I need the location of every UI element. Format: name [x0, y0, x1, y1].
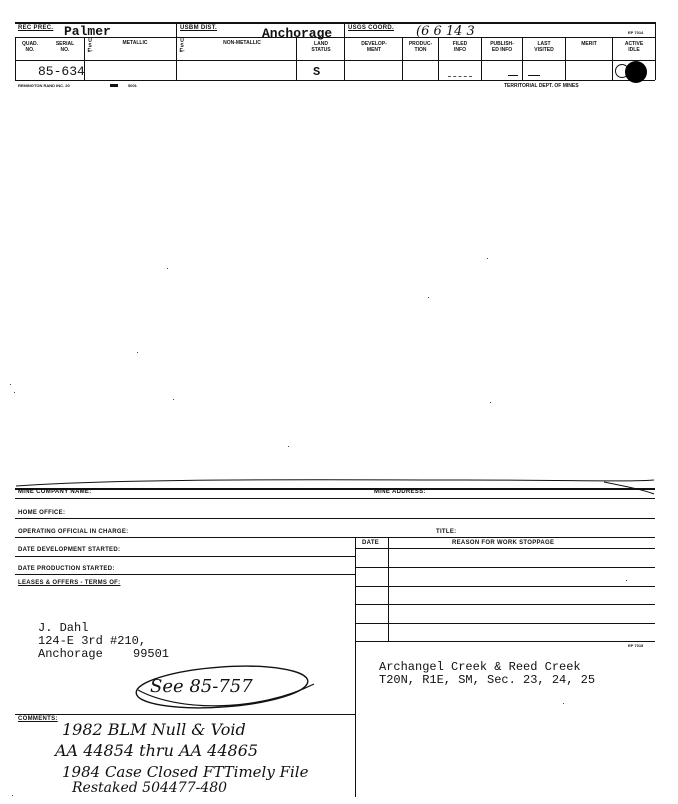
- reason-column-header: REASON FOR WORK STOPPAGE: [452, 540, 555, 546]
- scan-speck: [487, 258, 488, 259]
- title-label: TITLE:: [436, 529, 457, 535]
- col-last-visited: LAST VISITED: [534, 41, 554, 53]
- quad-serial-value: 85-634: [38, 64, 85, 79]
- rec-prec-value: Palmer: [64, 24, 111, 39]
- lower-top-edge: [14, 474, 656, 498]
- scan-speck: [626, 580, 627, 581]
- col-non-metallic: NON-METALLIC: [223, 40, 261, 46]
- comments-divider: [15, 714, 355, 715]
- col-merit: MERIT: [581, 41, 597, 47]
- scan-speck: [563, 703, 564, 704]
- comment-line-4: Restaked 504477-480: [72, 780, 228, 796]
- divider: [176, 22, 177, 80]
- row-divider: [15, 518, 655, 519]
- col-quad-no: QUAD. NO.: [21, 41, 39, 53]
- top-border: [15, 22, 655, 24]
- rec-prec-label: REC PREC.: [18, 25, 54, 31]
- lease-zip: 99501: [133, 647, 170, 661]
- usbm-dist-label: USBM DIST.: [180, 25, 218, 31]
- see-note-text: See 85-757: [150, 676, 253, 697]
- scan-speck: [428, 297, 429, 298]
- tally-mark: [448, 76, 472, 77]
- comment-line-3: 1984 Case Closed FTTimely File: [62, 763, 309, 781]
- form-number: EP 7014: [628, 30, 644, 35]
- comments-label: COMMENTS:: [18, 716, 58, 722]
- col-published-info: PUBLISH- ED INFO: [490, 41, 514, 53]
- col-metallic: METALLIC: [122, 40, 148, 46]
- usgs-coord-value: (6 6 14 3: [416, 24, 475, 39]
- col-use-1: U S E-: [87, 38, 93, 54]
- row-divider: [15, 537, 655, 538]
- scan-speck: [137, 352, 138, 353]
- lease-name: J. Dahl: [38, 621, 89, 635]
- scan-speck: [288, 446, 289, 447]
- row-divider: [15, 556, 355, 557]
- leases-offers-label: LEASES & OFFERS - TERMS OF:: [18, 580, 121, 586]
- usbm-dist-value: Anchorage: [262, 26, 333, 41]
- date-development-label: DATE DEVELOPMENT STARTED:: [18, 547, 121, 553]
- record-row-bottom: [15, 80, 655, 81]
- company-row-top: [15, 488, 655, 490]
- printer-label: REMINGTON RAND INC. 20: [18, 83, 70, 88]
- scan-speck: [14, 392, 15, 393]
- lease-city: Anchorage: [38, 647, 103, 661]
- location-line-2: T20N, R1E, SM, Sec. 23, 24, 25: [379, 673, 596, 687]
- tally-mark: [528, 75, 540, 76]
- scan-speck: [10, 384, 11, 385]
- table-row: [355, 548, 655, 549]
- form-number-2: EP 7015: [628, 643, 644, 648]
- printer-code: 5001: [128, 83, 137, 88]
- comment-line-1: 1982 BLM Null & Void: [62, 720, 246, 739]
- col-serial-no: SERIAL NO.: [55, 41, 75, 53]
- divider: [296, 37, 297, 80]
- column-header-divider: [15, 60, 655, 61]
- active-dot-icon: [625, 61, 647, 83]
- table-row: [355, 567, 655, 568]
- mine-address-label: MINE ADDRESS:: [374, 489, 426, 495]
- date-production-label: DATE PRODUCTION STARTED:: [18, 566, 115, 572]
- land-status-value: S: [313, 65, 321, 79]
- printer-mark: [110, 84, 118, 87]
- scan-speck: [167, 268, 168, 269]
- table-row: [355, 586, 655, 587]
- center-divider: [355, 537, 356, 797]
- table-row: [355, 604, 655, 605]
- table-row: [355, 641, 655, 642]
- scan-speck: [490, 402, 491, 403]
- col-use-2: U S E-: [179, 38, 185, 54]
- table-row: [355, 623, 655, 624]
- tally-mark: [508, 75, 518, 76]
- mine-company-label: MINE COMPANY NAME:: [18, 489, 92, 495]
- usgs-coord-label: USGS COORD.: [348, 25, 394, 31]
- department-label: TERRITORIAL DEPT. OF MINES: [504, 83, 579, 89]
- divider: [655, 22, 656, 80]
- comment-line-2: AA 44854 thru AA 44865: [55, 741, 259, 760]
- row-divider: [15, 574, 355, 575]
- date-column-header: DATE: [362, 540, 380, 546]
- lease-street: 124-E 3rd #210,: [38, 634, 147, 648]
- scan-speck: [12, 795, 13, 796]
- divider: [15, 37, 16, 80]
- date-column-divider: [388, 537, 389, 641]
- divider: [344, 22, 345, 80]
- row-divider: [15, 498, 655, 499]
- col-filed-info: FILED INFO: [452, 41, 468, 53]
- header-row-divider: [15, 37, 655, 38]
- operating-official-label: OPERATING OFFICIAL IN CHARGE:: [18, 529, 129, 535]
- col-production: PRODUC- TION: [408, 41, 433, 53]
- col-land-status: LAND STATUS: [311, 41, 331, 53]
- home-office-label: HOME OFFICE:: [18, 510, 66, 516]
- location-line-1: Archangel Creek & Reed Creek: [379, 660, 581, 674]
- scan-speck: [173, 399, 174, 400]
- col-development: DEVELOP- MENT: [361, 41, 387, 53]
- col-active-idle: ACTIVE IDLE: [624, 41, 644, 53]
